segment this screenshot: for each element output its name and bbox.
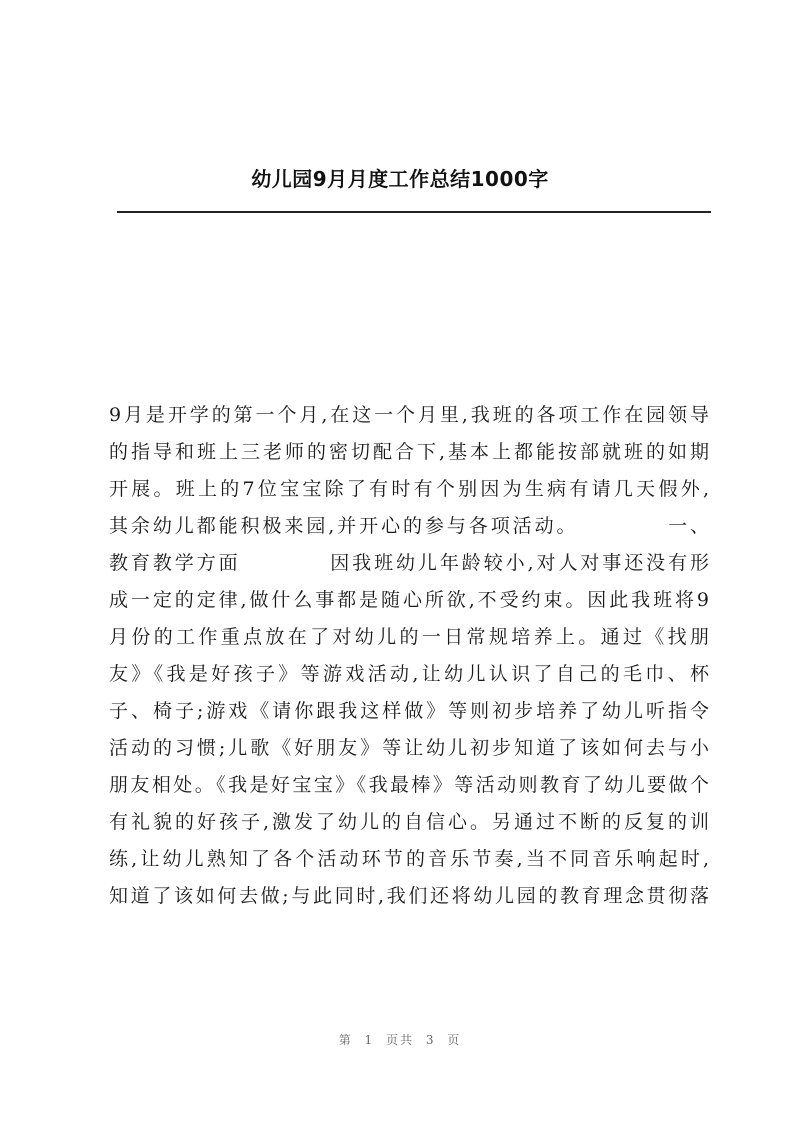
body-line: 月份的工作重点放在了对幼儿的一日常规培养上。通过《找朋 (109, 626, 709, 648)
body-text (109, 397, 709, 915)
title-divider (117, 211, 711, 213)
body-line: 有礼貌的好孩子,激发了幼儿的自信心。另通过不断的反复的训 (109, 811, 709, 833)
page-number-footer: 第 1 页共 3 页 (338, 1033, 462, 1047)
body-line: 活动的习惯;儿歌《好朋友》等让幼儿初步知道了该如何去与小 (109, 737, 709, 759)
body-line: 朋友相处。《我是好宝宝》《我最棒》等活动则教育了幼儿要做个 (109, 774, 709, 796)
body-line: 练,让幼儿熟知了各个活动环节的音乐节奏,当不同音乐响起时, (109, 848, 709, 870)
body-line: 其余幼儿都能积极来园,并开心的参与各项活动。 一、 (109, 515, 709, 537)
body-line: 子、椅子;游戏《请你跟我这样做》等则初步培养了幼儿听指令 (109, 700, 709, 722)
page-title: 幼儿园9月月度工作总结1000字 (251, 167, 549, 191)
body-line: 知道了该如何去做;与此同时,我们还将幼儿园的教育理念贯彻落 (109, 885, 709, 907)
body-line: 开展。班上的7位宝宝除了有时有个别因为生病有请几天假外, (109, 478, 709, 500)
body-line: 教育教学方面 因我班幼儿年龄较小,对人对事还没有形 (109, 552, 709, 574)
body-line: 友》《我是好孩子》等游戏活动,让幼儿认识了自己的毛巾、杯 (109, 663, 709, 685)
body-line: 的指导和班上三老师的密切配合下,基本上都能按部就班的如期 (109, 441, 709, 463)
body-line: 9月是开学的第一个月,在这一个月里,我班的各项工作在园领导 (109, 404, 709, 426)
body-line: 成一定的定律,做什么事都是随心所欲,不受约束。因此我班将9 (109, 589, 709, 611)
